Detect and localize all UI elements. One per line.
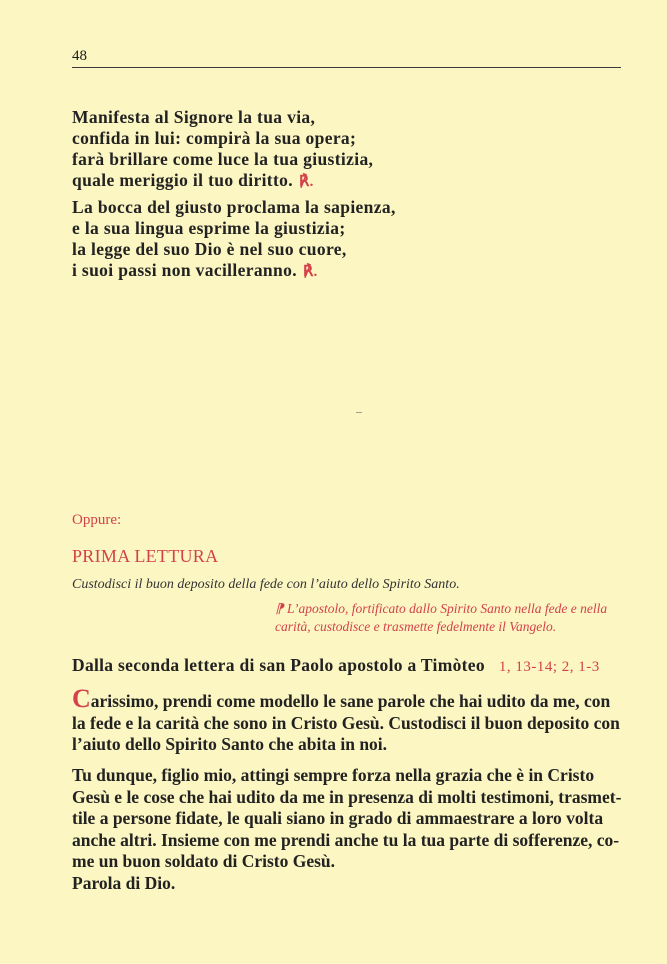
page-number: 48 [72, 48, 87, 64]
paragraph-line: me un buon soldato di Cristo Gesù. [72, 851, 336, 871]
header-rule [72, 67, 621, 68]
psalm-stanza-1 [72, 107, 632, 193]
reading-source [72, 654, 600, 678]
psalm-line [72, 170, 632, 193]
psalm-line: e la sua lingua esprime la giustizia; [72, 218, 346, 238]
summary-mark: ⁋ [275, 601, 284, 616]
paragraph-line: tile a persone fidate, le quali siano in grado di ammaestrare a loro volta [72, 808, 604, 828]
scan-speck [356, 412, 362, 413]
scripture-reference: 1, 13-14; 2, 1-3 [498, 659, 600, 675]
alternative-label: Oppure: [72, 512, 122, 528]
psalm-line: farà brillare come luce la tua giustizia, [72, 149, 374, 169]
reading-summary [275, 600, 635, 636]
psalm-line-text: i suoi passi non vacilleranno. [72, 260, 297, 280]
drop-cap: C [72, 684, 91, 713]
paragraph-line: Gesù e le cose che hai udito da me in presenza di molti testimoni, trasmet- [72, 786, 622, 807]
closing-acclamation: Parola di Dio. [72, 873, 176, 893]
summary-line [275, 600, 635, 618]
reading-paragraph-1 [72, 684, 624, 756]
response-mark: ℟. [298, 174, 314, 190]
paragraph-line [72, 684, 624, 713]
psalm-line: confida in lui: compirà la sua opera; [72, 128, 357, 148]
reading-paragraph-2 [72, 765, 624, 873]
response-mark: ℟. [302, 264, 318, 280]
summary-text: L’apostolo, fortificato dallo Spirito Santo nella fede e nella [286, 601, 608, 616]
paragraph-line: l’aiuto dello Spirito Santo che abita in noi. [72, 734, 388, 754]
paragraph-line: anche altri. Insieme con me prendi anche tu la tua parte di sofferenze, co- [72, 829, 620, 850]
psalm-line [72, 260, 632, 283]
psalm-line: la legge del suo Dio è nel suo cuore, [72, 239, 347, 259]
summary-line: carità, custodisce e trasmette fedelmente il Vangelo. [275, 619, 557, 634]
psalm-line: Manifesta al Signore la tua via, [72, 107, 316, 127]
paragraph-line: Tu dunque, figlio mio, attingi sempre forza nella grazia che è in Cristo [72, 765, 595, 785]
source-title: Dalla seconda lettera di san Paolo apostolo a Timòteo [72, 655, 485, 675]
psalm-line-text: quale meriggio il tuo diritto. [72, 170, 293, 190]
psalm-stanza-2 [72, 197, 632, 283]
reading-antiphon: Custodisci il buon deposito della fede con l’aiuto dello Spirito Santo. [72, 577, 460, 592]
paragraph-text: arissimo, prendi come modello le sane parole che hai udito da me, con [90, 691, 611, 711]
reading-heading: PRIMA LETTURA [72, 546, 219, 566]
paragraph-line: la fede e la carità che sono in Cristo Gesù. Custodisci il buon deposito con [72, 712, 620, 733]
psalm-line: La bocca del giusto proclama la sapienza, [72, 197, 396, 217]
